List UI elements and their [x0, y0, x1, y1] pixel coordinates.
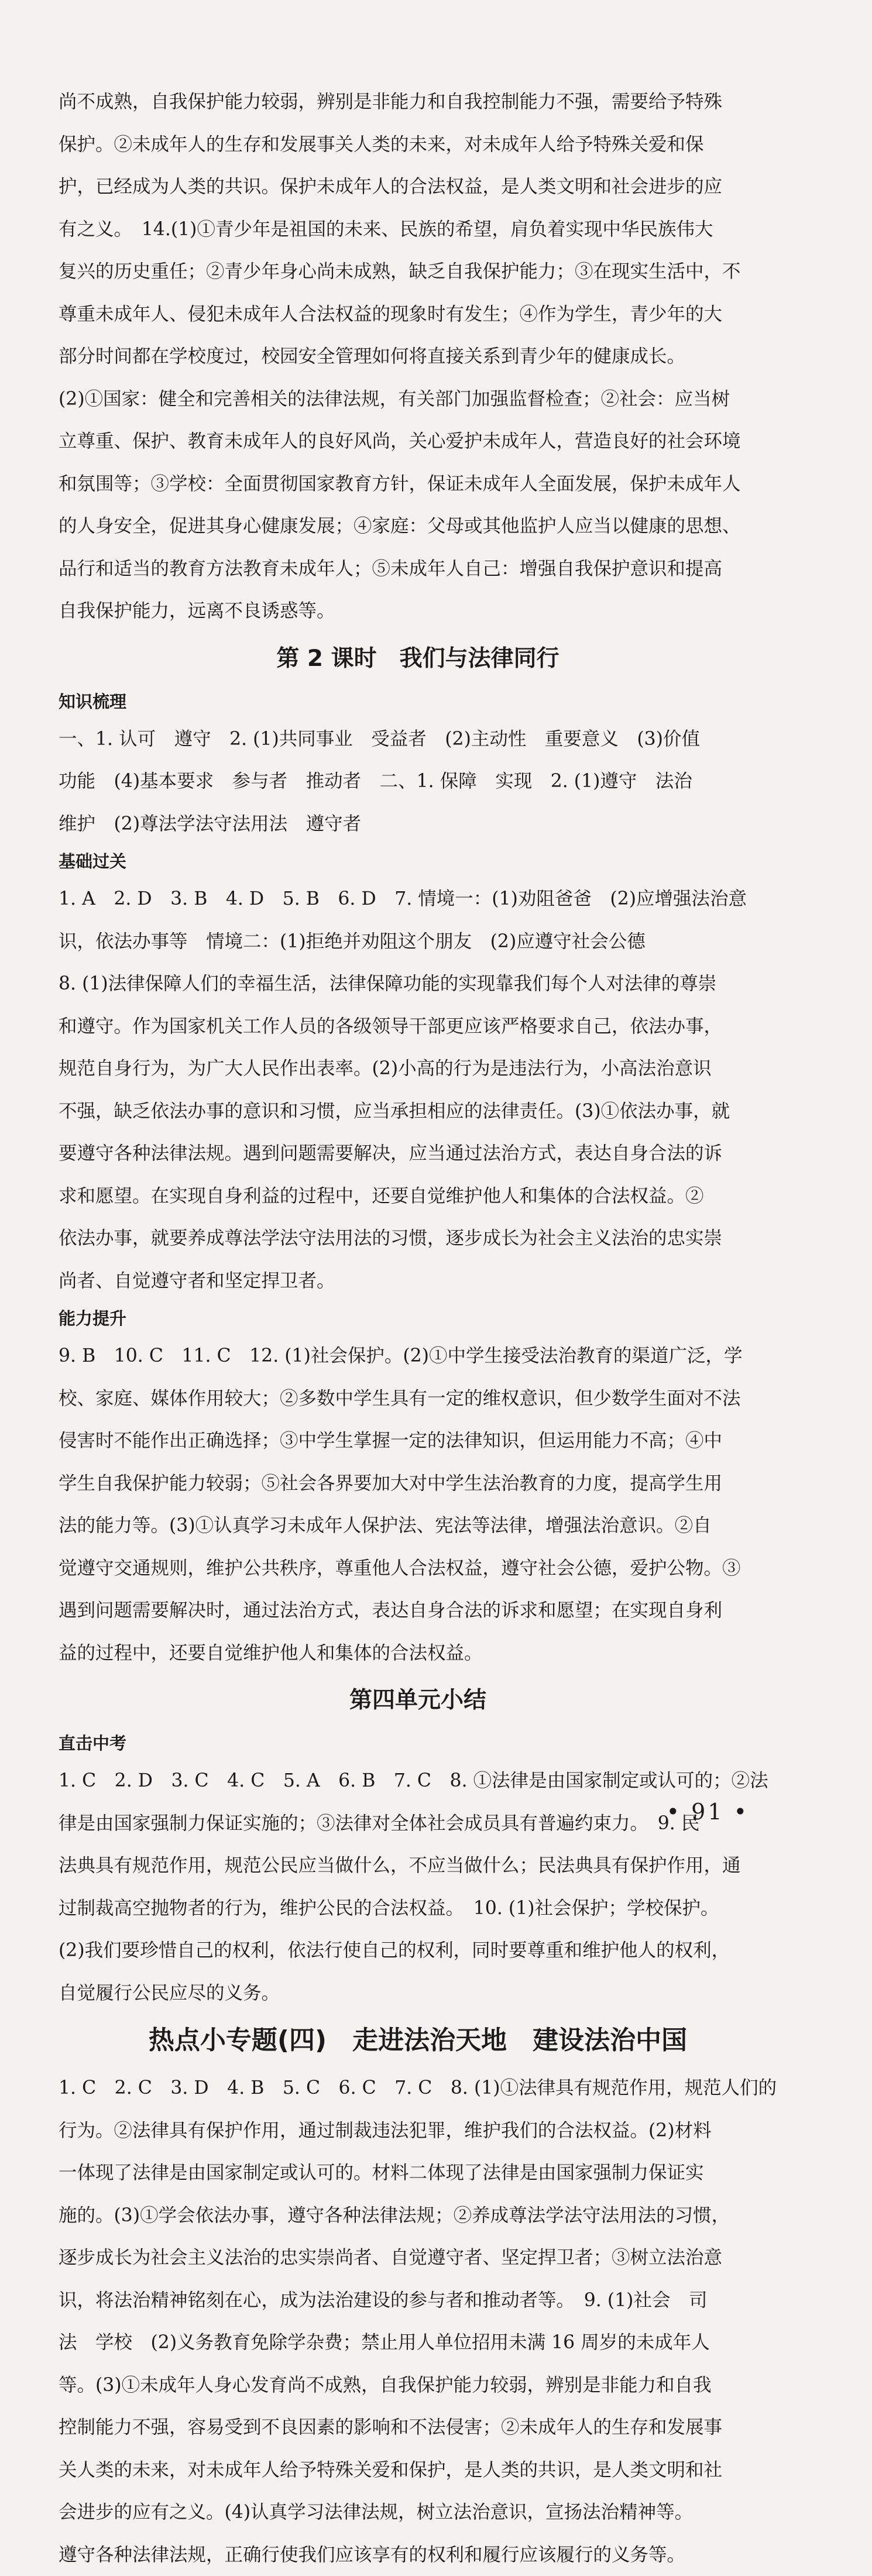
text-line: 品行和适当的教育方法教育未成年人；⑤未成年人自己：增强自我保护意识和提高 [59, 548, 777, 590]
text-line: 1. C 2. D 3. C 4. C 5. A 6. B 7. C 8. ①法律是由国家制定或认可的；②法 [59, 1760, 777, 1802]
section-heading: 热点小专题(四) 走进法治天地 建设法治中国 [59, 2014, 777, 2067]
text-line: 维护 (2)尊法学法守法用法 遵守者 [59, 803, 777, 846]
text-line: 觉遵守交通规则，维护公共秩序，尊重他人合法权益，遵守社会公德，爱护公物。③ [59, 1547, 777, 1590]
text-line: 的人身安全，促进其身心健康发展；④家庭：父母或其他监护人应当以健康的思想、 [59, 505, 777, 548]
section-heading: 第四单元小结 [59, 1674, 777, 1727]
text-line: 控制能力不强，容易受到不良因素的影响和不法侵害；②未成年人的生存和发展事 [59, 2406, 777, 2449]
text-line: 逐步成长为社会主义法治的忠实崇尚者、自觉遵守者、坚定捍卫者；③树立法治意 [59, 2237, 777, 2279]
text-line: 等。(3)①未成年人身心发育尚不成熟，自我保护能力较弱，辨别是非能力和自我 [59, 2364, 777, 2407]
text-line: 施的。(3)①学会依法办事，遵守各种法律法规；②养成尊法学法守法用法的习惯， [59, 2194, 777, 2237]
text-line: 行为。②法律具有保护作用，通过制裁违法犯罪，维护我们的合法权益。(2)材料 [59, 2110, 777, 2152]
text-line: 遇到问题需要解决时，通过法治方式，表达自身合法的诉求和愿望；在实现自身利 [59, 1589, 777, 1632]
text-line: 和氛围等；③学校：全面贯彻国家教育方针，保证未成年人全面发展，保护未成年人 [59, 463, 777, 506]
text-line: 尚不成熟，自我保护能力较弱，辨别是非能力和自我控制能力不强，需要给予特殊 [59, 81, 777, 123]
text-line: 自觉履行公民应尽的义务。 [59, 1972, 777, 2015]
subsection-label: 知识梳理 [59, 685, 777, 718]
text-line: 不强，缺乏依法办事的意识和习惯，应当承担相应的法律责任。(3)①依法办事，就 [59, 1090, 777, 1133]
text-line: 护，已经成为人类的共识。保护未成年人的合法权益，是人类文明和社会进步的应 [59, 166, 777, 208]
text-line: 1. A 2. D 3. B 4. D 5. B 6. D 7. 情境一：(1)劝阻爸爸 (2)应增强法治意 [59, 878, 777, 921]
text-line: 会进步的应有之义。(4)认真学习法律法规，树立法治意识，宣扬法治精神等。 [59, 2491, 777, 2534]
text-line: 律是由国家强制力保证实施的；③法律对全体社会成员具有普遍约束力。 9. 民 [59, 1802, 777, 1845]
text-line: 遵守各种法律法规，正确行使我们应该享有的权利和履行应该履行的义务等。 [59, 2534, 777, 2576]
text-line: 学生自我保护能力较弱；⑤社会各界要加大对中学生法治教育的力度，提高学生用 [59, 1462, 777, 1505]
text-line: 立尊重、保护、教育未成年人的良好风尚，关心爱护未成年人，营造良好的社会环境 [59, 420, 777, 463]
text-line: 依法办事，就要养成尊法学法守法用法的习惯，逐步成长为社会主义法治的忠实崇 [59, 1217, 777, 1260]
text-line: 9. B 10. C 11. C 12. (1)社会保护。(2)①中学生接受法治教育的渠道广泛，学 [59, 1335, 777, 1378]
text-line: 和遵守。作为国家机关工作人员的各级领导干部更应该严格要求自己，依法办事， [59, 1005, 777, 1048]
text-line: 识，依法办事等 情境二：(1)拒绝并劝阻这个朋友 (2)应遵守社会公德 [59, 921, 777, 963]
page-number: • 91 • [667, 1799, 749, 1825]
text-line: 有之义。 14.(1)①青少年是祖国的未来、民族的希望，肩负着实现中华民族伟大 [59, 208, 777, 251]
text-line: 校、家庭、媒体作用较大；②多数中学生具有一定的维权意识，但少数学生面对不法 [59, 1378, 777, 1420]
subsection-label: 基础过关 [59, 845, 777, 878]
text-line: 关人类的未来，对未成年人给予特殊关爱和保护，是人类的共识，是人类文明和社 [59, 2449, 777, 2492]
text-line: 法的能力等。(3)①认真学习未成年人保护法、宪法等法律，增强法治意识。②自 [59, 1505, 777, 1547]
text-line: (2)①国家：健全和完善相关的法律法规，有关部门加强监督检查；②社会：应当树 [59, 378, 777, 421]
text-line: 一体现了法律是由国家制定或认可的。材料二体现了法律是由国家强制力保证实 [59, 2152, 777, 2194]
text-line: 尊重未成年人、侵犯未成年人合法权益的现象时有发生；④作为学生，青少年的大 [59, 293, 777, 336]
text-line: (2)我们要珍惜自己的权利，依法行使自己的权利，同时要尊重和维护他人的权利， [59, 1929, 777, 1972]
text-line: 法典具有规范作用，规范公民应当做什么，不应当做什么；民法典具有保护作用，通 [59, 1845, 777, 1887]
text-line: 尚者、自觉遵守者和坚定捍卫者。 [59, 1260, 777, 1303]
text-line: 求和愿望。在实现自身利益的过程中，还要自觉维护他人和集体的合法权益。② [59, 1175, 777, 1218]
text-line: 法 学校 (2)义务教育免除学杂费；禁止用人单位招用未满 16 周岁的未成年人 [59, 2321, 777, 2364]
subsection-label: 能力提升 [59, 1302, 777, 1335]
text-line: 侵害时不能作出正确选择；③中学生掌握一定的法律知识，但运用能力不高；④中 [59, 1420, 777, 1462]
text-line: 8. (1)法律保障人们的幸福生活，法律保障功能的实现靠我们每个人对法律的尊崇 [59, 963, 777, 1005]
text-line: 一、1. 认可 遵守 2. (1)共同事业 受益者 (2)主动性 重要意义 (3)价值 [59, 718, 777, 761]
text-line: 识，将法治精神铭刻在心，成为法治建设的参与者和推动者等。 9. (1)社会 司 [59, 2279, 777, 2322]
text-line: 部分时间都在学校度过，校园安全管理如何将直接关系到青少年的健康成长。 [59, 335, 777, 378]
text-line: 保护。②未成年人的生存和发展事关人类的未来，对未成年人给予特殊关爱和保 [59, 123, 777, 166]
text-line: 过制裁高空抛物者的行为，维护公民的合法权益。 10. (1)社会保护；学校保护。 [59, 1887, 777, 1930]
text-line: 功能 (4)基本要求 参与者 推动者 二、1. 保障 实现 2. (1)遵守 法治 [59, 760, 777, 803]
section-heading: 第 2 课时 我们与法律同行 [59, 633, 777, 685]
text-line: 要遵守各种法律法规。遇到问题需要解决，应当通过法治方式，表达自身合法的诉 [59, 1132, 777, 1175]
subsection-label: 直击中考 [59, 1727, 777, 1760]
text-line: 复兴的历史重任；②青少年身心尚未成熟，缺乏自我保护能力；③在现实生活中，不 [59, 250, 777, 293]
answer-text-body [59, 81, 777, 2576]
text-line: 规范自身行为，为广大人民作出表率。(2)小高的行为是违法行为，小高法治意识 [59, 1047, 777, 1090]
text-line: 益的过程中，还要自觉维护他人和集体的合法权益。 [59, 1632, 777, 1675]
text-line: 1. C 2. C 3. D 4. B 5. C 6. C 7. C 8. (1)①法律具有规范作用，规范人们的 [59, 2067, 777, 2110]
text-line: 自我保护能力，远离不良诱惑等。 [59, 590, 777, 633]
